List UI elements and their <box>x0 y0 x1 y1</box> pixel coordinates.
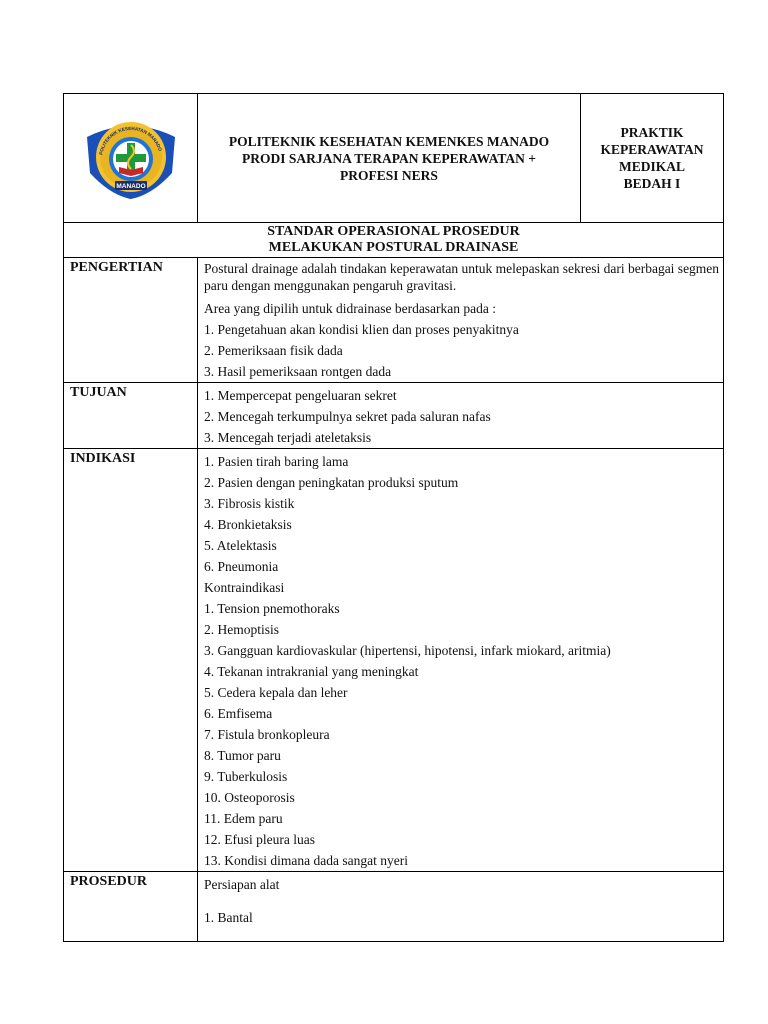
list-item: 1. Bantal <box>204 910 253 925</box>
pengertian-row <box>64 258 724 383</box>
list-item: 9. Tuberkulosis <box>204 769 288 784</box>
list-item: 2. Mencegah terkumpulnya sekret pada saluran nafas <box>204 409 491 424</box>
list-item: 12. Efusi pleura luas <box>204 832 315 847</box>
pengertian-label: PENGERTIAN <box>64 258 198 383</box>
praktik-line-3: MEDIKAL <box>618 159 685 174</box>
list-item: 5. Atelektasis <box>204 538 277 553</box>
list-item: 1. Tension pnemothoraks <box>204 601 340 616</box>
indikasi-row <box>64 449 724 872</box>
list-item: 1. Mempercepat pengeluaran sekret <box>204 388 397 403</box>
sop-title-cell <box>64 223 724 258</box>
list-item: 4. Bronkietaksis <box>204 517 292 532</box>
indikasi-label: INDIKASI <box>64 449 198 872</box>
praktik-line-4: BEDAH I <box>623 176 681 191</box>
praktik-cell <box>581 94 724 223</box>
tujuan-content <box>198 383 724 449</box>
pengertian-definition: Postural drainage adalah tindakan keperawatan untuk melepaskan sekresi dari berbagai segmen paru dengan menggunakan pengaruh gravitasi. <box>204 261 720 293</box>
list-item: 3. Fibrosis kistik <box>204 496 295 511</box>
list-item: 8. Tumor paru <box>204 748 281 763</box>
sop-document <box>63 93 723 942</box>
kontraindikasi-heading: Kontraindikasi <box>204 580 285 595</box>
list-item: 3. Mencegah terjadi ateletaksis <box>204 430 372 445</box>
institution-line-1: POLITEKNIK KESEHATAN KEMENKES MANADO <box>228 133 550 149</box>
list-item: 4. Tekanan intrakranial yang meningkat <box>204 664 419 679</box>
sop-title-row <box>64 223 724 258</box>
list-item: 2. Pemeriksaan fisik dada <box>204 343 343 358</box>
list-item: 6. Emfisema <box>204 706 273 721</box>
list-item: 2. Hemoptisis <box>204 622 280 637</box>
sop-title-line-2: MELAKUKAN POSTURAL DRAINASE <box>268 240 519 255</box>
prosedur-row <box>64 872 724 942</box>
prosedur-label: PROSEDUR <box>64 872 198 942</box>
pengertian-content <box>198 258 724 383</box>
list-item: 2. Pasien dengan peningkatan produksi sputum <box>204 475 459 490</box>
list-item: 13. Kondisi dimana dada sangat nyeri <box>204 853 408 868</box>
spacer <box>204 895 723 907</box>
persiapan-alat-heading: Persiapan alat <box>204 877 280 892</box>
praktik-line-2: KEPERAWATAN <box>600 142 704 157</box>
institution-line-2: PRODI SARJANA TERAPAN KEPERAWATAN + <box>242 150 536 166</box>
praktik-line-1: PRAKTIK <box>620 125 684 140</box>
tujuan-row <box>64 383 724 449</box>
sop-title-line-1: STANDAR OPERASIONAL PROSEDUR <box>267 224 520 239</box>
header-row <box>64 94 724 223</box>
institution-name-cell <box>198 94 581 223</box>
list-item: 3. Hasil pemeriksaan rontgen dada <box>204 364 392 379</box>
list-item: 3. Gangguan kardiovaskular (hipertensi, hipotensi, infark miokard, aritmia) <box>204 643 611 658</box>
institution-seal-icon <box>82 115 180 201</box>
list-item: 6. Pneumonia <box>204 559 279 574</box>
sop-table <box>63 93 724 942</box>
list-item: 5. Cedera kepala dan leher <box>204 685 348 700</box>
list-item: 1. Pengetahuan akan kondisi klien dan proses penyakitnya <box>204 322 519 337</box>
pengertian-area-intro: Area yang dipilih untuk didrainase berdasarkan pada : <box>204 301 497 316</box>
logo-cell <box>64 94 198 223</box>
seal-ring-text: POLITEKNIK KESEHATAN MANADO <box>97 125 163 156</box>
list-item: 11. Edem paru <box>204 811 283 826</box>
prosedur-content <box>198 872 724 942</box>
list-item: 7. Fistula bronkopleura <box>204 727 330 742</box>
list-item: 10. Osteoporosis <box>204 790 295 805</box>
seal-bottom-text: MANADO <box>115 183 146 190</box>
institution-line-3: PROFESI NERS <box>340 167 438 183</box>
list-item: 1. Pasien tirah baring lama <box>204 454 349 469</box>
tujuan-label: TUJUAN <box>64 383 198 449</box>
indikasi-content <box>198 449 724 872</box>
